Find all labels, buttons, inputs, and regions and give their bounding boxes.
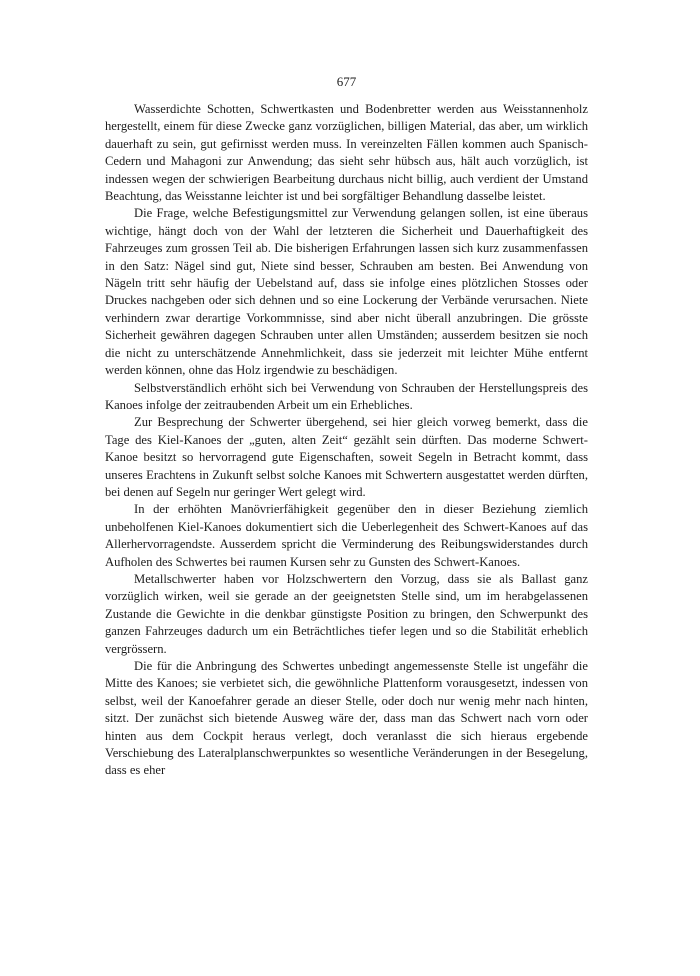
body-text <box>105 101 588 780</box>
page-number: 677 <box>336 74 357 89</box>
paragraph: In der erhöhten Manövrierfähigkeit gegenüber den in dieser Beziehung ziemlich unbeholfenen Kiel-Kanoes dokumentiert sich die Ueberlegenheit des Schwert-Kanoes auf das Allerhervorragendste. Ausserdem spricht die Verminderung des Reibungswiderstandes durch Aufholen des Schwertes bei raumen Kursen sehr zu Gunsten des Schwert-Kanoes. <box>105 502 588 569</box>
book-page <box>105 74 588 780</box>
paragraph: Die für die Anbringung des Schwertes unbedingt angemessenste Stelle ist ungefähr die Mitte des Kanoes; sie verbietet sich, die gewöhnliche Plattenform vorausgesetzt, indessen von selbst, weil der Kanoefahrer gerade an dieser Stelle, oder doch nur wenig mehr nach hinten, sitzt. Der zunächst sich bietende Ausweg wäre der, dass man das Schwert nach vorn oder hinten aus dem Cockpit heraus verlegt, doch veranlasst die sich hieraus ergebende Verschiebung des Lateralplanschwerpunktes so wesentliche Veränderungen in der Besegelung, dass es eher <box>105 659 588 778</box>
paragraph: Selbstverständlich erhöht sich bei Verwendung von Schrauben der Herstellungspreis des Kanoes infolge der zeitraubenden Arbeit um ein Erhebliches. <box>105 380 588 412</box>
paragraph: Zur Besprechung der Schwerter übergehend, sei hier gleich vorweg bemerkt, dass die Tage des Kiel-Kanoes der „guten, alten Zeit“ gezählt sein dürften. Das moderne Schwert-Kanoe besitzt so hervorragend gute Eigenschaften, soweit Segeln in Betracht kommt, dass unseres Erachtens in Zukunft selbst solche Kanoes mit Schwertern ausgestattet werden dürften, bei denen auf Segeln nur geringer Wert gelegt wird. <box>105 415 588 499</box>
paragraph: Die Frage, welche Befestigungsmittel zur Verwendung gelangen sollen, ist eine überaus wichtige, hängt doch von der Wahl der letzteren die Sicherheit und Dauerhaftigkeit des Fahrzeuges zum grossen Teil ab. Die bisherigen Erfahrungen lassen sich kurz zusammenfassen in den Satz: Nägel sind gut, Niete sind besser, Schrauben am besten. Bei Anwendung von Nägeln tritt sehr häufig der Uebelstand auf, dass sie infolge eines plötzlichen Stosses oder Druckes nachgeben oder sich dehnen und so eine Lockerung der Verbände verursachen. Niete verhindern zwar derartige Vorkommnisse, sind aber nicht überall anzubringen. Die grösste Sicherheit gewähren dagegen Schrauben unter allen Umständen; ausserdem besitzen sie noch die nicht zu unterschätzende Annehmlichkeit, dass sie jederzeit mit leichter Mühe entfernt werden können, ohne das Holz irgendwie zu beschädigen. <box>105 206 588 378</box>
paragraph: Wasserdichte Schotten, Schwertkasten und Bodenbretter werden aus Weisstannenholz hergestellt, einem für diese Zwecke ganz vorzüglichen, billigen Material, das aber, um wirklich dauerhaft zu sein, gut gefirnisst werden muss. In vereinzelten Fällen kommen auch Spanisch-Cedern und Mahagoni zur Anwendung; das sieht sehr hübsch aus, hält auch vorzüglich, ist indessen wegen der schwierigen Bearbeitung durchaus nicht billig, auch verdient der Umstand Beachtung, das Weisstanne leichter ist und bei sorgfältiger Behandlung dasselbe leistet. <box>105 102 588 204</box>
paragraph: Metallschwerter haben vor Holzschwertern den Vorzug, dass sie als Ballast ganz vorzüglich wirken, weil sie gerade an der geeignetsten Stelle sind, um im herabgelassenen Zustande die Gewichte in die denkbar günstigste Position zu bringen, den Schwerpunkt des ganzen Fahrzeuges dadurch um ein Beträchtliches tiefer legen und so die Stabilität erheblich vergrössern. <box>105 571 588 656</box>
